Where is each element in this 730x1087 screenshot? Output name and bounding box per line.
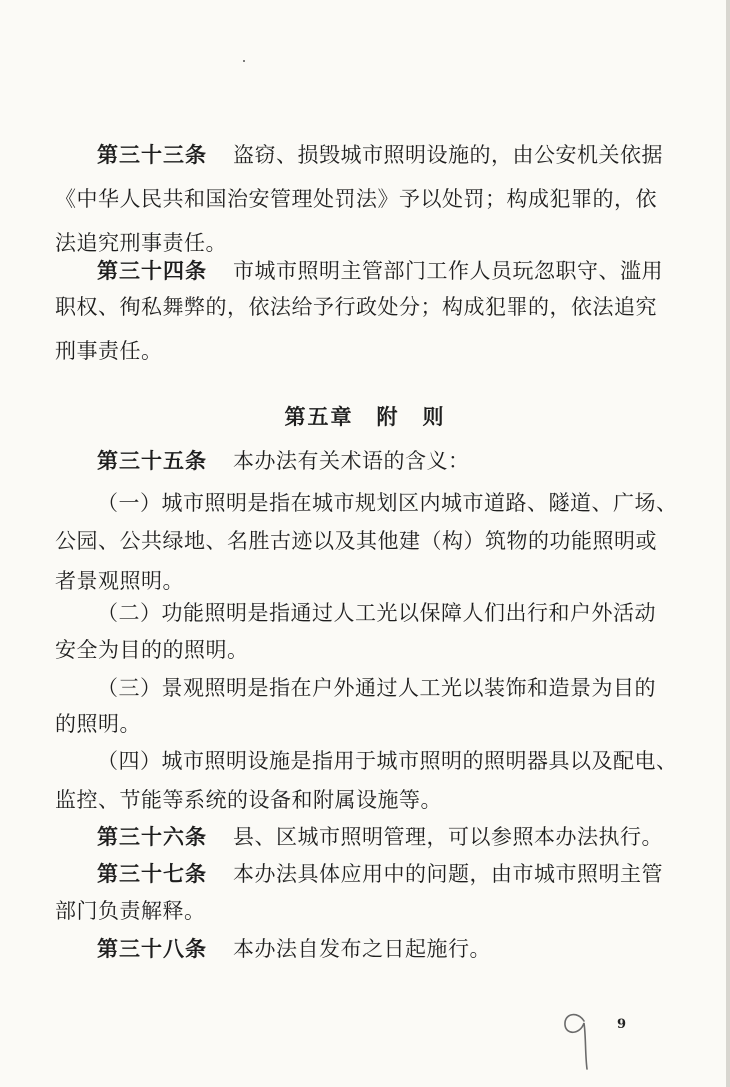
definition-3-line-1: （三）景观照明是指在户外通过人工光以装饰和造景为目的 — [97, 676, 656, 700]
article-34-text-1: 市城市照明主管部门工作人员玩忽职守、滥用 — [233, 259, 663, 283]
article-33-line-3: 法追究刑事责任。 — [55, 231, 227, 255]
article-36-text: 县、区城市照明管理，可以参照本办法执行。 — [233, 825, 663, 849]
scan-speck — [243, 60, 245, 62]
page-number: 9 — [617, 1017, 627, 1032]
definition-4-line-2: 监控、节能等系统的设备和附属设施等。 — [55, 788, 442, 812]
article-37-heading: 第三十七条 — [97, 862, 207, 886]
definition-1-line-1: （一）城市照明是指在城市规划区内城市道路、隧道、广场、 — [97, 491, 678, 515]
article-35-intro: 本办法有关术语的含义： — [233, 449, 470, 473]
article-33-heading: 第三十三条 — [97, 143, 207, 167]
article-36-heading: 第三十六条 — [97, 825, 207, 849]
definition-1-line-3: 者景观照明。 — [55, 569, 184, 593]
chapter-title: 第五章 附 则 — [284, 405, 446, 429]
article-33-text-1: 盗窃、损毁城市照明设施的，由公安机关依据 — [233, 143, 663, 167]
article-38-line-1 — [97, 935, 491, 963]
handwritten-page-number — [556, 1003, 596, 1073]
definition-2-line-1: （二）功能照明是指通过人工光以保障人们出行和户外活动 — [97, 601, 656, 625]
article-37-line-1 — [97, 860, 663, 888]
article-36-line-1 — [97, 823, 663, 851]
article-34-line-2: 职权、徇私舞弊的，依法给予行政处分；构成犯罪的，依法追究 — [55, 295, 657, 319]
article-37-text-1: 本办法具体应用中的问题，由市城市照明主管 — [233, 862, 663, 886]
article-35-heading: 第三十五条 — [97, 449, 207, 473]
article-37-line-2: 部门负责解释。 — [55, 899, 206, 923]
article-34-line-3: 刑事责任。 — [55, 339, 163, 363]
definition-2-line-2: 安全为目的的照明。 — [55, 638, 249, 662]
article-38-heading: 第三十八条 — [97, 937, 207, 961]
definition-4-line-1: （四）城市照明设施是指用于城市照明的照明器具以及配电、 — [97, 749, 678, 773]
definition-1-line-2: 公园、公共绿地、名胜古迹以及其他建（构）筑物的功能照明或 — [55, 529, 657, 553]
definition-3-line-2: 的照明。 — [55, 712, 141, 736]
article-35-line-1 — [97, 447, 470, 475]
article-34-heading: 第三十四条 — [97, 259, 207, 283]
scan-edge — [726, 0, 730, 1087]
article-34-line-1 — [97, 257, 663, 285]
article-33-line-1 — [97, 141, 663, 169]
article-38-text: 本办法自发布之日起施行。 — [233, 937, 491, 961]
article-33-line-2: 《中华人民共和国治安管理处罚法》予以处罚；构成犯罪的，依 — [55, 187, 657, 211]
